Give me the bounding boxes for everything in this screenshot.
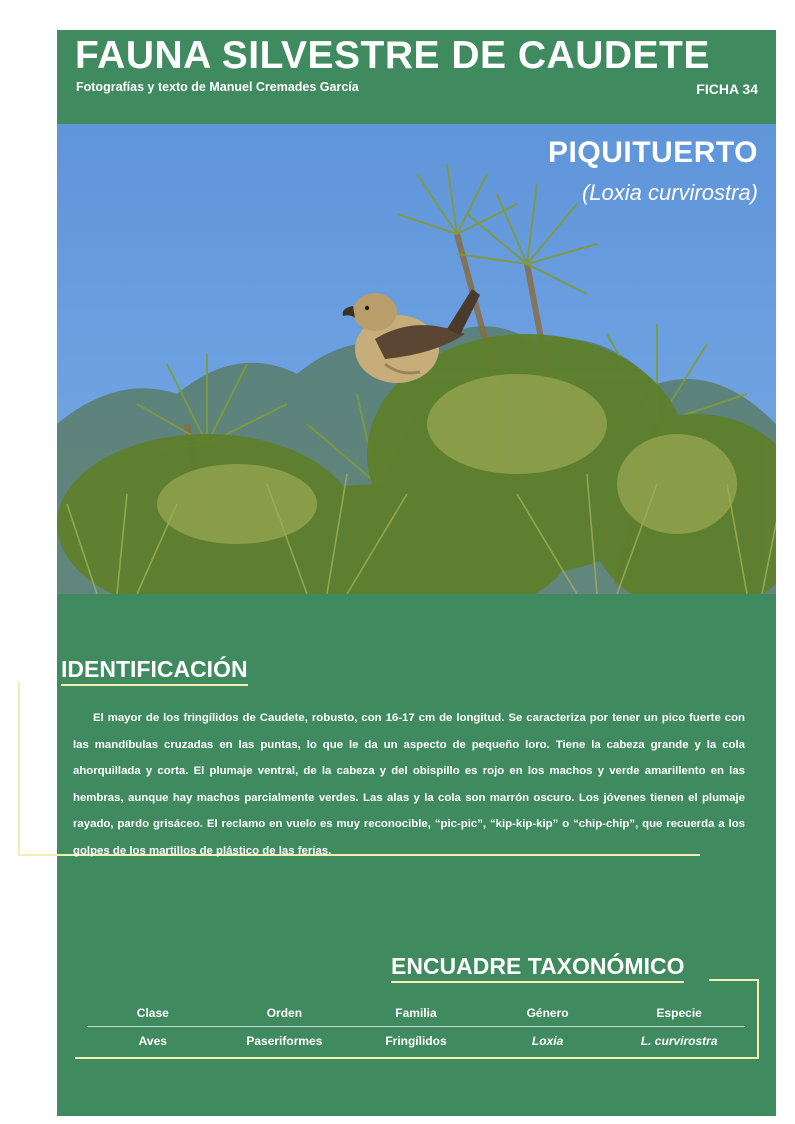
species-common-name: PIQUITUERTO — [548, 136, 758, 169]
taxonomy-divider — [87, 1026, 745, 1027]
taxonomy-val-familia: Fringílidos — [385, 1034, 447, 1048]
taxonomy-val-genero: Loxia — [531, 1034, 564, 1048]
taxonomy-val-orden: Paseriformes — [246, 1034, 323, 1048]
taxonomy-val-especie: L. curvirostra — [640, 1034, 718, 1048]
author-byline: Fotografías y texto de Manuel Cremades García — [76, 80, 359, 94]
sheet-number: FICHA 34 — [696, 81, 758, 97]
taxonomy-col-especie: Especie — [656, 1006, 702, 1020]
taxonomy-col-orden: Orden — [266, 1006, 303, 1020]
taxonomy-col-genero: Género — [526, 1006, 569, 1020]
taxonomy-heading: ENCUADRE TAXONÓMICO — [391, 953, 684, 983]
crossbill-photo — [57, 124, 776, 594]
identification-text: El mayor de los fringílidos de Caudete, robusto, con 16-17 cm de longitud. Se caracteriza por tener un pico fuerte con las mandíbulas cruzadas en las puntas, lo que le da un aspecto de pequeño loro. Tiene la cabeza grande y la cola ahorquillada y corta. El plumaje ventral, de la cabeza y del obispillo es rojo en los machos y verde amarillento en las hembras, aunque hay machos parcialmente verdes. Las alas y la cola son marrón oscuro. Los jóvenes tienen el plumaje rayado, pardo grisáceo. El reclamo en vuelo es muy reconocible, “pic-pic”, “kip-kip-kip” o “chip-chip”, que recuerda a los golpes de los martillos de plástico de las ferias. — [73, 712, 745, 857]
taxonomy-header-row — [87, 1006, 745, 1020]
taxonomy-val-clase: Aves — [138, 1034, 167, 1048]
sheet-header — [57, 30, 776, 124]
taxonomy-value-row — [87, 1034, 745, 1048]
taxonomy-col-familia: Familia — [395, 1006, 437, 1020]
page-title: FAUNA SILVESTRE DE CAUDETE — [75, 34, 710, 77]
taxonomy-col-clase: Clase — [136, 1006, 169, 1020]
species-scientific-name: (Loxia curvirostra) — [581, 180, 758, 205]
identification-heading: IDENTIFICACIÓN — [61, 656, 248, 686]
